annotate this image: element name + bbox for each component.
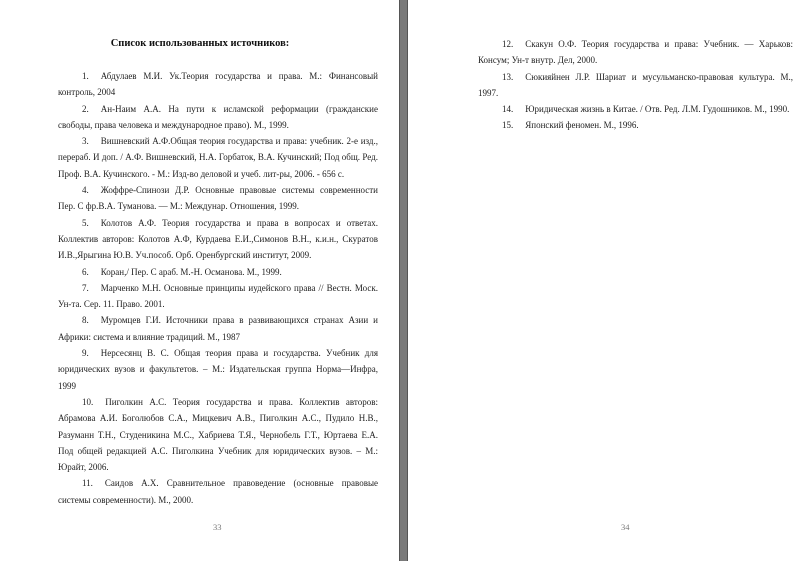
list-item	[58, 345, 378, 394]
list-item-text: Абдулаев М.И. Ук.Теория государства и права. М.: Финансовый контроль, 2004	[58, 71, 378, 98]
list-item-text: Муромцев Г.И. Источники права в развивающихся странах Азии и Африки: система и влияние традиций. М., 1987	[58, 315, 378, 342]
list-item	[58, 280, 378, 313]
reference-list	[58, 68, 378, 508]
list-item	[58, 68, 378, 101]
list-item-text: Ан-Наим А.А. На пути к исламской реформации (гражданские свободы, права человека и международное право). М., 1999.	[58, 103, 378, 130]
list-item-text: Колотов А.Ф. Теория государства и права в вопросах и ответах. Коллектив авторов: Колотов А.Ф, Курдаева Е.И.,Симонов В.Н., к.и.н., Скуратов И.В.,Ярыгина Ю.В. Уч.пособ. Орб. Оренбургский институт, 2009.	[58, 217, 378, 261]
page-number: 33	[213, 522, 222, 532]
list-item	[478, 69, 793, 102]
page-title: Список использованных источников:	[110, 38, 290, 49]
list-item-number: 10.	[82, 396, 94, 407]
list-item	[58, 215, 378, 264]
list-item-text: Юридическая жизнь в Китае. / Отв. Ред. Л.М. Гудошников. М., 1990.	[525, 104, 790, 115]
list-item-number: 9.	[82, 348, 89, 359]
list-item-number: 2.	[82, 103, 89, 114]
list-item-text: Марченко М.Н. Основные принципы иудейского права // Вестн. Моск. Ун-та. Сер. 11. Право. 2001.	[58, 282, 378, 310]
page-gutter	[400, 0, 407, 561]
list-item-number: 14.	[502, 104, 514, 115]
list-item	[478, 101, 793, 117]
reference-list	[478, 36, 793, 134]
list-item-text: Нерсесянц В. С. Общая теория права и государства. Учебник для юридических вузов и факультетов. – М.: Издательская группа Норма—Инфра, 1999	[58, 348, 378, 391]
list-item-number: 12.	[502, 39, 514, 49]
list-item	[478, 117, 793, 133]
list-item	[58, 312, 378, 345]
list-item-text: Жоффре-Спинози Д.Р. Основные правовые системы современности Пер. С фр.В.А. Туманова. — М.: Междунар. Отношения, 1999.	[58, 185, 378, 212]
list-item-number: 3.	[82, 136, 89, 147]
list-item-number: 4.	[82, 185, 89, 196]
document-page-right	[407, 0, 805, 561]
list-item-number: 15.	[502, 120, 514, 131]
list-item-number: 7.	[82, 282, 89, 293]
list-item-text: Саидов А.Х. Сравнительное правоведение (основные правовые системы современности). М., 2000.	[58, 478, 378, 505]
document-page-left	[0, 0, 400, 561]
list-item-number: 6.	[82, 266, 89, 277]
list-item	[478, 36, 793, 69]
list-item-text: Пиголкин А.С. Теория государства и права. Коллектив авторов: Абрамова А.И. Боголюбов С.А., Мицкевич А.В., Пиголкин А.С., Пудило Н.В., Разуманн Т.Н., Студеникина М.С., Хабриева Т.Я., Чернобель Г.Т., Юртаева Е.А. Под общей редакцией А.С. Пиголкина Учебник для юридических вузов. – М.: Юрайт, 2006.	[58, 396, 378, 473]
list-item-text: Вишневский А.Ф.Общая теория государства и права: учебник. 2-е изд., перераб. И доп. / А.Ф. Вишневский, Н.А. Горбаток, В.А. Кучинский; Под общ. Ред. Проф. В.А. Кучинского. - М.: Изд-во деловой и учеб. лит-ры, 2006. - 656 с.	[58, 136, 378, 179]
list-item-text: Сюкияйнен Л.Р. Шариат и мусульманско-правовая культура. М., 1997.	[478, 71, 793, 98]
list-item	[58, 475, 378, 508]
list-item	[58, 182, 378, 215]
list-item-text: Скакун О.Ф. Теория государства и права: Учебник. — Харьков: Консум; Ун-т внутр. Дел, 2000.	[478, 39, 793, 66]
list-item-text: Коран,/ Пер. С араб. М.-Н. Османова. М., 1999.	[100, 266, 282, 277]
list-item-number: 11.	[82, 478, 93, 489]
page-number: 34	[621, 522, 630, 532]
list-item-text: Японский феномен. М., 1996.	[525, 120, 639, 131]
list-item-number: 5.	[82, 217, 89, 228]
list-item	[58, 133, 378, 182]
list-item	[58, 101, 378, 134]
list-item-number: 8.	[82, 315, 89, 326]
list-item	[58, 394, 378, 475]
list-item-number: 13.	[502, 71, 514, 82]
list-item-number: 1.	[82, 71, 89, 81]
list-item	[58, 264, 378, 280]
